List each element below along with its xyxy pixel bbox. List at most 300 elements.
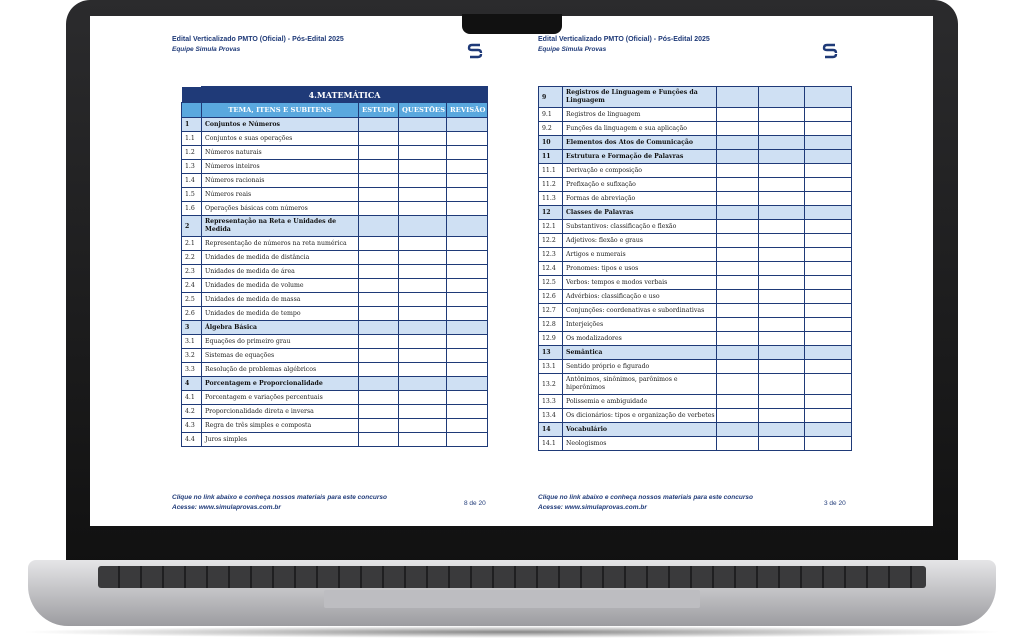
questions-checkbox-cell[interactable] [399,293,447,307]
study-checkbox-cell[interactable] [359,188,399,202]
review-checkbox-cell[interactable] [805,150,852,164]
item-topic: Verbos: tempos e modos verbais [563,276,717,290]
item-number: 13.3 [539,395,563,409]
item-number: 13.1 [539,360,563,374]
review-checkbox-cell[interactable] [805,122,852,136]
review-checkbox-cell[interactable] [447,419,488,433]
item-topic: Derivação e composição [563,164,717,178]
questions-checkbox-cell[interactable] [399,419,447,433]
questions-checkbox-cell[interactable] [399,307,447,321]
section-row [539,150,852,164]
review-checkbox-cell[interactable] [447,349,488,363]
questions-checkbox-cell[interactable] [399,377,447,391]
questions-checkbox-cell[interactable] [759,262,805,276]
review-checkbox-cell[interactable] [805,108,852,122]
questions-checkbox-cell[interactable] [759,234,805,248]
header-title: Edital Verticalizado PMTO (Oficial) - Pós-Edital 2025 [538,36,710,43]
item-topic: Os dicionários: tipos e organização de verbetes [563,409,717,423]
questions-checkbox-cell[interactable] [759,276,805,290]
questions-checkbox-cell[interactable] [759,220,805,234]
review-checkbox-cell[interactable] [447,216,488,237]
review-checkbox-cell[interactable] [447,237,488,251]
item-topic: Números reais [202,188,359,202]
item-topic: Neologismos [563,437,717,451]
section-row [539,346,852,360]
item-number: 12.3 [539,248,563,262]
table-row [539,290,852,304]
review-checkbox-cell[interactable] [447,307,488,321]
item-topic: Formas de abreviação [563,192,717,206]
questions-checkbox-cell[interactable] [759,409,805,423]
item-topic: Funções da linguagem e sua aplicação [563,122,717,136]
item-number: 1.5 [182,188,202,202]
review-checkbox-cell[interactable] [447,146,488,160]
study-checkbox-cell[interactable] [717,220,759,234]
item-topic: Adjetivos: flexão e graus [563,234,717,248]
questions-checkbox-cell[interactable] [399,251,447,265]
item-topic: Semântica [563,346,717,360]
table-row [182,279,488,293]
item-topic: Juros simples [202,433,359,447]
questions-checkbox-cell[interactable] [399,405,447,419]
table-row [539,437,852,451]
item-number: 1 [182,118,202,132]
item-topic: Interjeições [563,318,717,332]
review-checkbox-cell[interactable] [805,136,852,150]
table-row [182,188,488,202]
column-header-review: REVISÃO [447,103,488,118]
questions-checkbox-cell[interactable] [399,363,447,377]
review-checkbox-cell[interactable] [805,346,852,360]
section-row [182,377,488,391]
study-checkbox-cell[interactable] [717,234,759,248]
study-checkbox-cell[interactable] [717,178,759,192]
review-checkbox-cell[interactable] [447,335,488,349]
study-checkbox-cell[interactable] [717,136,759,150]
study-checkbox-cell[interactable] [359,321,399,335]
item-number: 3.2 [182,349,202,363]
table-row [539,332,852,346]
item-topic: Representação de números na reta numérica [202,237,359,251]
header-team: Equipe Simula Provas [538,46,607,53]
questions-checkbox-cell[interactable] [399,146,447,160]
review-checkbox-cell[interactable] [447,279,488,293]
item-number: 1.2 [182,146,202,160]
study-checkbox-cell[interactable] [359,202,399,216]
study-checkbox-cell[interactable] [717,395,759,409]
item-number: 3.3 [182,363,202,377]
review-checkbox-cell[interactable] [805,220,852,234]
footer-promo: Clique no link abaixo e conheça nossos materiais para este concurso [172,494,387,501]
questions-checkbox-cell[interactable] [759,108,805,122]
table-row [539,276,852,290]
table-row [182,132,488,146]
item-number: 2.3 [182,265,202,279]
questions-checkbox-cell[interactable] [759,360,805,374]
study-checkbox-cell[interactable] [359,237,399,251]
footer-link[interactable]: Acesse: www.simulaprovas.com.br [538,504,647,511]
questions-checkbox-cell[interactable] [759,290,805,304]
table-row [539,192,852,206]
item-number: 12.5 [539,276,563,290]
review-checkbox-cell[interactable] [447,265,488,279]
questions-checkbox-cell[interactable] [399,391,447,405]
keyboard [98,566,926,588]
item-number: 3 [182,321,202,335]
study-checkbox-cell[interactable] [717,346,759,360]
study-checkbox-cell[interactable] [359,146,399,160]
table-row [539,234,852,248]
item-number: 11.2 [539,178,563,192]
item-number: 2.2 [182,251,202,265]
review-checkbox-cell[interactable] [805,423,852,437]
study-checkbox-cell[interactable] [359,405,399,419]
item-number: 12 [539,206,563,220]
questions-checkbox-cell[interactable] [759,248,805,262]
item-number: 9 [539,87,563,108]
study-checkbox-cell[interactable] [717,192,759,206]
review-checkbox-cell[interactable] [805,360,852,374]
item-number: 9.1 [539,108,563,122]
review-checkbox-cell[interactable] [805,332,852,346]
questions-checkbox-cell[interactable] [759,437,805,451]
item-number: 2.1 [182,237,202,251]
item-topic: Vocabulário [563,423,717,437]
table-row [182,293,488,307]
review-checkbox-cell[interactable] [447,363,488,377]
review-checkbox-cell[interactable] [805,318,852,332]
questions-checkbox-cell[interactable] [399,321,447,335]
item-number: 10 [539,136,563,150]
item-topic: Registros de Linguagem e Funções da Linguagem [563,87,717,108]
table-row [539,318,852,332]
questions-checkbox-cell[interactable] [399,279,447,293]
item-number: 12.6 [539,290,563,304]
portuguese-topics-table [538,86,852,451]
document-page-left [90,16,490,526]
laptop-base [28,560,996,626]
item-number: 3.1 [182,335,202,349]
review-checkbox-cell[interactable] [447,118,488,132]
review-checkbox-cell[interactable] [805,234,852,248]
study-checkbox-cell[interactable] [717,206,759,220]
table-row [539,122,852,136]
review-checkbox-cell[interactable] [447,405,488,419]
item-number: 4.4 [182,433,202,447]
section-row [539,136,852,150]
study-checkbox-cell[interactable] [359,174,399,188]
item-topic: Resolução de problemas algébricos [202,363,359,377]
questions-checkbox-cell[interactable] [759,206,805,220]
item-number: 11 [539,150,563,164]
item-topic: Elementos dos Atos de Comunicação [563,136,717,150]
study-checkbox-cell[interactable] [717,360,759,374]
study-checkbox-cell[interactable] [717,318,759,332]
questions-checkbox-cell[interactable] [759,122,805,136]
questions-checkbox-cell[interactable] [759,150,805,164]
item-number: 12.8 [539,318,563,332]
study-checkbox-cell[interactable] [717,374,759,395]
study-checkbox-cell[interactable] [717,276,759,290]
item-topic: Pronomes: tipos e usos [563,262,717,276]
study-checkbox-cell[interactable] [717,150,759,164]
table-row [539,395,852,409]
table-row [182,349,488,363]
review-checkbox-cell[interactable] [447,132,488,146]
study-checkbox-cell[interactable] [717,122,759,136]
item-topic: Prefixação e sufixação [563,178,717,192]
questions-checkbox-cell[interactable] [759,332,805,346]
review-checkbox-cell[interactable] [805,192,852,206]
questions-checkbox-cell[interactable] [399,349,447,363]
study-checkbox-cell[interactable] [717,262,759,276]
table-row [539,248,852,262]
study-checkbox-cell[interactable] [359,279,399,293]
study-checkbox-cell[interactable] [717,290,759,304]
table-row [539,220,852,234]
table-row [182,433,488,447]
item-topic: Proporcionalidade direta e inversa [202,405,359,419]
questions-checkbox-cell[interactable] [399,132,447,146]
document-page-right [512,16,912,526]
item-number: 1.6 [182,202,202,216]
column-header-study: ESTUDO [359,103,399,118]
questions-checkbox-cell[interactable] [399,335,447,349]
review-checkbox-cell[interactable] [805,437,852,451]
study-checkbox-cell[interactable] [359,349,399,363]
review-checkbox-cell[interactable] [805,87,852,108]
item-topic: Classes de Palavras [563,206,717,220]
item-topic: Representação na Reta e Unidades de Medida [202,216,359,237]
item-number: 1.1 [182,132,202,146]
footer-link[interactable]: Acesse: www.simulaprovas.com.br [172,504,281,511]
study-checkbox-cell[interactable] [359,132,399,146]
study-checkbox-cell[interactable] [717,108,759,122]
table-row [182,363,488,377]
study-checkbox-cell[interactable] [717,409,759,423]
table-row [182,237,488,251]
item-number: 2.4 [182,279,202,293]
table-row [539,304,852,318]
questions-checkbox-cell[interactable] [759,374,805,395]
item-number: 4.1 [182,391,202,405]
review-checkbox-cell[interactable] [447,391,488,405]
questions-checkbox-cell[interactable] [399,188,447,202]
item-number: 12.1 [539,220,563,234]
review-checkbox-cell[interactable] [805,178,852,192]
item-number: 11.1 [539,164,563,178]
item-topic: Unidades de medida de distância [202,251,359,265]
item-topic: Advérbios: classificação e uso [563,290,717,304]
trackpad [324,590,700,608]
table-title: 4.MATEMÁTICA [202,87,488,103]
table-row [182,202,488,216]
footer-promo: Clique no link abaixo e conheça nossos materiais para este concurso [538,494,753,501]
study-checkbox-cell[interactable] [717,437,759,451]
review-checkbox-cell[interactable] [447,321,488,335]
section-row [182,118,488,132]
study-checkbox-cell[interactable] [359,118,399,132]
questions-checkbox-cell[interactable] [759,178,805,192]
table-row [182,335,488,349]
item-number: 4 [182,377,202,391]
item-topic: Artigos e numerais [563,248,717,262]
review-checkbox-cell[interactable] [447,293,488,307]
item-topic: Unidades de medida de tempo [202,307,359,321]
study-checkbox-cell[interactable] [717,87,759,108]
study-checkbox-cell[interactable] [717,423,759,437]
questions-checkbox-cell[interactable] [399,118,447,132]
study-checkbox-cell[interactable] [359,160,399,174]
item-topic: Operações básicas com números [202,202,359,216]
table-row [182,174,488,188]
questions-checkbox-cell[interactable] [399,160,447,174]
item-topic: Polissemia e ambiguidade [563,395,717,409]
review-checkbox-cell[interactable] [447,433,488,447]
item-topic: Conjuntos e suas operações [202,132,359,146]
review-checkbox-cell[interactable] [805,206,852,220]
review-checkbox-cell[interactable] [805,164,852,178]
study-checkbox-cell[interactable] [717,248,759,262]
questions-checkbox-cell[interactable] [759,318,805,332]
item-number: 13 [539,346,563,360]
item-number: 12.2 [539,234,563,248]
item-number: 2.6 [182,307,202,321]
questions-checkbox-cell[interactable] [399,202,447,216]
item-number: 1.3 [182,160,202,174]
section-row [539,87,852,108]
header-team: Equipe Simula Provas [172,46,241,53]
study-checkbox-cell[interactable] [717,304,759,318]
study-checkbox-cell[interactable] [717,164,759,178]
questions-checkbox-cell[interactable] [759,192,805,206]
study-checkbox-cell[interactable] [717,332,759,346]
table-row [539,178,852,192]
item-number: 4.2 [182,405,202,419]
review-checkbox-cell[interactable] [447,188,488,202]
questions-checkbox-cell[interactable] [759,423,805,437]
table-row [182,405,488,419]
review-checkbox-cell[interactable] [447,174,488,188]
item-topic: Álgebra Básica [202,321,359,335]
review-checkbox-cell[interactable] [805,304,852,318]
item-number: 2.5 [182,293,202,307]
item-topic: Sentido próprio e figurado [563,360,717,374]
column-header-topic: TEMA, ITENS E SUBITENS [202,103,359,118]
item-number: 12.7 [539,304,563,318]
review-checkbox-cell[interactable] [805,409,852,423]
study-checkbox-cell[interactable] [359,251,399,265]
simula-provas-logo-icon [821,42,839,60]
review-checkbox-cell[interactable] [447,377,488,391]
math-topics-table [181,86,488,447]
item-number: 13.4 [539,409,563,423]
review-checkbox-cell[interactable] [805,395,852,409]
item-topic: Números naturais [202,146,359,160]
item-number: 12.9 [539,332,563,346]
laptop-shadow [18,626,1006,638]
study-checkbox-cell[interactable] [359,419,399,433]
item-topic: Números racionais [202,174,359,188]
item-number: 14.1 [539,437,563,451]
table-row [539,262,852,276]
review-checkbox-cell[interactable] [805,374,852,395]
review-checkbox-cell[interactable] [447,160,488,174]
section-row [539,423,852,437]
study-checkbox-cell[interactable] [359,433,399,447]
item-number: 13.2 [539,374,563,395]
table-row [539,164,852,178]
questions-checkbox-cell[interactable] [759,346,805,360]
simula-provas-logo-icon [466,42,484,60]
item-number: 11.3 [539,192,563,206]
item-topic: Unidades de medida de área [202,265,359,279]
questions-checkbox-cell[interactable] [759,164,805,178]
table-row [182,307,488,321]
review-checkbox-cell[interactable] [805,290,852,304]
questions-checkbox-cell[interactable] [759,87,805,108]
questions-checkbox-cell[interactable] [759,136,805,150]
item-number: 9.2 [539,122,563,136]
study-checkbox-cell[interactable] [359,307,399,321]
column-header-questions: QUESTÕES [399,103,447,118]
item-topic: Conjuntos e Números [202,118,359,132]
page-number: 8 de 20 [464,500,486,507]
item-number: 12.4 [539,262,563,276]
item-topic: Equações do primeiro grau [202,335,359,349]
item-topic: Números inteiros [202,160,359,174]
table-row [539,360,852,374]
table-row [182,251,488,265]
table-row [182,265,488,279]
study-checkbox-cell[interactable] [359,377,399,391]
table-row [182,146,488,160]
review-checkbox-cell[interactable] [805,248,852,262]
study-checkbox-cell[interactable] [359,293,399,307]
study-checkbox-cell[interactable] [359,363,399,377]
table-row [539,108,852,122]
section-row [182,321,488,335]
header-title: Edital Verticalizado PMTO (Oficial) - Pós-Edital 2025 [172,36,344,43]
study-checkbox-cell[interactable] [359,391,399,405]
table-row [182,419,488,433]
study-checkbox-cell[interactable] [359,216,399,237]
questions-checkbox-cell[interactable] [759,304,805,318]
table-row [182,160,488,174]
review-checkbox-cell[interactable] [805,276,852,290]
review-checkbox-cell[interactable] [447,202,488,216]
questions-checkbox-cell[interactable] [399,237,447,251]
questions-checkbox-cell[interactable] [759,395,805,409]
study-checkbox-cell[interactable] [359,335,399,349]
study-checkbox-cell[interactable] [359,265,399,279]
item-topic: Os modalizadores [563,332,717,346]
questions-checkbox-cell[interactable] [399,174,447,188]
questions-checkbox-cell[interactable] [399,216,447,237]
page-number: 3 de 20 [824,500,846,507]
item-topic: Estrutura e Formação de Palavras [563,150,717,164]
review-checkbox-cell[interactable] [805,262,852,276]
item-number: 4.3 [182,419,202,433]
item-topic: Unidades de medida de massa [202,293,359,307]
review-checkbox-cell[interactable] [447,251,488,265]
item-topic: Registros de linguagem [563,108,717,122]
questions-checkbox-cell[interactable] [399,433,447,447]
item-topic: Substantivos: classificação e flexão [563,220,717,234]
section-row [539,206,852,220]
camera-notch [462,14,562,34]
questions-checkbox-cell[interactable] [399,265,447,279]
